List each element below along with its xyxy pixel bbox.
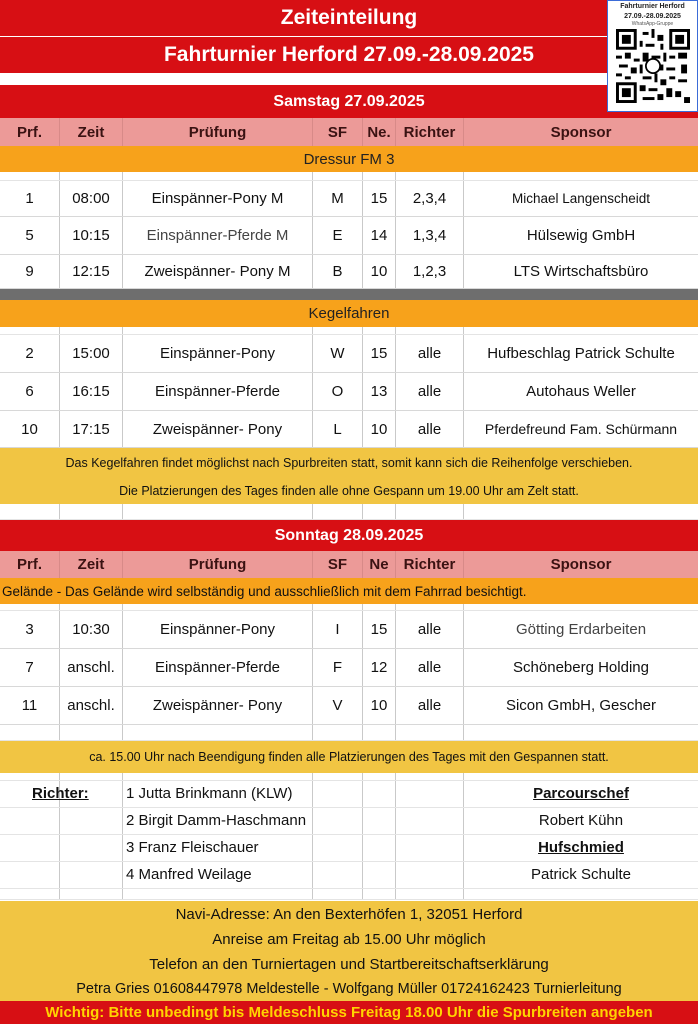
cell-zeit: anschl. bbox=[60, 649, 123, 686]
qr-code-card[interactable] bbox=[607, 0, 698, 112]
table-row bbox=[0, 181, 698, 217]
col-ne: Ne bbox=[363, 551, 396, 578]
table-row bbox=[0, 611, 698, 649]
col-sponsor: Sponsor bbox=[550, 556, 612, 573]
judges-label: Richter: bbox=[32, 785, 89, 802]
cell-sponsor: Schöneberg Holding bbox=[513, 659, 649, 676]
cell-ne: 10 bbox=[363, 255, 396, 288]
table-row bbox=[0, 373, 698, 411]
cell-pruefung: Einspänner-Pferde bbox=[123, 373, 313, 410]
sunday-placement-note: ca. 15.00 Uhr nach Beendigung finden alle Platzierungen des Tages mit den Gespannen statt. bbox=[0, 741, 698, 773]
cell-sponsor: LTS Wirtschaftsbüro bbox=[513, 263, 649, 280]
cell-prf: 3 bbox=[0, 611, 60, 648]
cell-richter: alle bbox=[396, 611, 464, 648]
judge-2: 2 Birgit Damm-Haschmann bbox=[126, 812, 307, 829]
cell-richter: alle bbox=[396, 373, 464, 410]
cell-sponsor: Pferdefreund Fam. Schürmann bbox=[484, 421, 678, 437]
cell-sponsor: Hufbeschlag Patrick Schulte bbox=[487, 345, 675, 362]
cell-sf: V bbox=[313, 687, 363, 724]
cell-richter: alle bbox=[396, 411, 464, 447]
table-row bbox=[0, 255, 698, 289]
cell-richter: 1,3,4 bbox=[396, 217, 464, 254]
sunday-column-header bbox=[0, 551, 698, 578]
cell-zeit: 16:15 bbox=[60, 373, 123, 410]
col-sf: SF bbox=[313, 118, 363, 146]
cell-richter: 2,3,4 bbox=[396, 181, 464, 216]
col-pruefung: Prüfung bbox=[123, 118, 313, 146]
cell-zeit: 12:15 bbox=[60, 255, 123, 288]
cell-sponsor: Autohaus Weller bbox=[526, 383, 636, 400]
contact-info: Petra Gries 01608447978 Meldestelle - Wolfgang Müller 01724162423 Turnierleitung bbox=[0, 977, 698, 1001]
col-sf: SF bbox=[313, 551, 363, 578]
hufschmied-label: Hufschmied bbox=[538, 839, 624, 856]
gelaende-section-title: Gelände - Das Gelände wird selbständig und ausschließlich mit dem Fahrrad besichtigt. bbox=[0, 578, 698, 604]
cell-ne: 15 bbox=[363, 611, 396, 648]
cell-richter: alle bbox=[396, 335, 464, 372]
cell-ne: 15 bbox=[363, 181, 396, 216]
col-zeit: Zeit bbox=[60, 551, 123, 578]
parcourschef-name: Robert Kühn bbox=[538, 812, 624, 829]
judge-1: 1 Jutta Brinkmann (KLW) bbox=[126, 785, 293, 802]
cell-prf: 2 bbox=[0, 335, 60, 372]
col-sponsor: Sponsor bbox=[550, 123, 612, 141]
cell-pruefung: Einspänner-Pferde M bbox=[123, 217, 313, 254]
dressur-section-title: Dressur FM 3 bbox=[0, 146, 698, 172]
navi-address: Navi-Adresse: An den Bexterhöfen 1, 32051 Herford bbox=[0, 901, 698, 927]
cell-richter: alle bbox=[396, 687, 464, 724]
warning-banner: Wichtig: Bitte unbedingt bis Meldeschluss Freitag 18.00 Uhr die Spurbreiten angeben bbox=[0, 1001, 698, 1024]
col-pruefung: Prüfung bbox=[123, 551, 313, 578]
cell-prf: 7 bbox=[0, 649, 60, 686]
section-divider bbox=[0, 289, 698, 300]
table-row bbox=[0, 649, 698, 687]
col-ne: Ne. bbox=[363, 118, 396, 146]
cell-ne: 14 bbox=[363, 217, 396, 254]
qr-code-icon bbox=[616, 29, 690, 103]
cell-pruefung: Einspänner-Pony bbox=[123, 335, 313, 372]
kegel-note: Das Kegelfahren findet möglichst nach Spurbreiten statt, somit kann sich die Reihenfolge verschieben. bbox=[0, 448, 698, 478]
cell-richter: alle bbox=[396, 649, 464, 686]
cell-prf: 5 bbox=[0, 217, 60, 254]
sunday-date-bar: Sonntag 28.09.2025 bbox=[0, 520, 698, 551]
kegel-section-title: Kegelfahren bbox=[0, 300, 698, 327]
cell-zeit: anschl. bbox=[60, 687, 123, 724]
col-richter: Richter bbox=[396, 118, 464, 146]
saturday-date-bar: Samstag 27.09.2025 bbox=[0, 85, 698, 118]
cell-sponsor: Sicon GmbH, Gescher bbox=[505, 697, 657, 714]
cell-ne: 13 bbox=[363, 373, 396, 410]
cell-prf: 6 bbox=[0, 373, 60, 410]
cell-pruefung: Zweispänner- Pony bbox=[123, 687, 313, 724]
cell-prf: 1 bbox=[0, 181, 60, 216]
page-title: Zeiteinteilung bbox=[0, 0, 698, 36]
col-zeit: Zeit bbox=[60, 118, 123, 146]
judge-3: 3 Franz Fleischauer bbox=[126, 839, 259, 856]
cell-pruefung: Einspänner-Pony M bbox=[123, 181, 313, 216]
cell-sf: B bbox=[313, 255, 363, 288]
col-prf: Prf. bbox=[0, 551, 60, 578]
cell-ne: 10 bbox=[363, 411, 396, 447]
cell-sf: W bbox=[313, 335, 363, 372]
table-row bbox=[0, 411, 698, 448]
cell-sf: M bbox=[313, 181, 363, 216]
cell-prf: 11 bbox=[0, 687, 60, 724]
cell-zeit: 17:15 bbox=[60, 411, 123, 447]
cell-ne: 15 bbox=[363, 335, 396, 372]
cell-sf: I bbox=[313, 611, 363, 648]
cell-zeit: 15:00 bbox=[60, 335, 123, 372]
table-row bbox=[0, 217, 698, 255]
page-subtitle: Fahrturnier Herford 27.09.-28.09.2025 bbox=[0, 37, 698, 73]
qr-dates: 27.09.-28.09.2025 bbox=[624, 13, 681, 20]
col-prf: Prf. bbox=[0, 118, 60, 146]
table-row bbox=[0, 335, 698, 373]
cell-pruefung: Zweispänner- Pony bbox=[123, 411, 313, 447]
cell-sponsor: Michael Langenscheidt bbox=[511, 191, 651, 206]
cell-ne: 12 bbox=[363, 649, 396, 686]
judge-4: 4 Manfred Weilage bbox=[126, 866, 252, 883]
arrival-info: Anreise am Freitag ab 15.00 Uhr möglich bbox=[0, 927, 698, 952]
cell-ne: 10 bbox=[363, 687, 396, 724]
saturday-column-header bbox=[0, 118, 698, 146]
cell-prf: 9 bbox=[0, 255, 60, 288]
cell-sf: L bbox=[313, 411, 363, 447]
cell-zeit: 08:00 bbox=[60, 181, 123, 216]
parcourschef-label: Parcourschef bbox=[533, 785, 629, 802]
cell-zeit: 10:15 bbox=[60, 217, 123, 254]
cell-zeit: 10:30 bbox=[60, 611, 123, 648]
table-row bbox=[0, 687, 698, 725]
cell-richter: 1,2,3 bbox=[396, 255, 464, 288]
cell-sf: F bbox=[313, 649, 363, 686]
hufschmied-name: Patrick Schulte bbox=[530, 866, 632, 883]
cell-sponsor: Hülsewig GmbH bbox=[526, 227, 636, 244]
cell-prf: 10 bbox=[0, 411, 60, 447]
phone-info: Telefon an den Turniertagen und Startbereitschaftserklärung bbox=[0, 952, 698, 977]
cell-sf: O bbox=[313, 373, 363, 410]
cell-pruefung: Zweispänner- Pony M bbox=[123, 255, 313, 288]
cell-sf: E bbox=[313, 217, 363, 254]
cell-pruefung: Einspänner-Pony bbox=[123, 611, 313, 648]
cell-pruefung: Einspänner-Pferde bbox=[123, 649, 313, 686]
placement-note: Die Platzierungen des Tages finden alle ohne Gespann um 19.00 Uhr am Zelt statt. bbox=[0, 478, 698, 504]
qr-title: Fahrturnier Herford bbox=[620, 3, 685, 10]
qr-caption: WhatsApp-Gruppe bbox=[631, 21, 674, 27]
col-richter: Richter bbox=[396, 551, 464, 578]
cell-sponsor: Götting Erdarbeiten bbox=[515, 621, 647, 638]
